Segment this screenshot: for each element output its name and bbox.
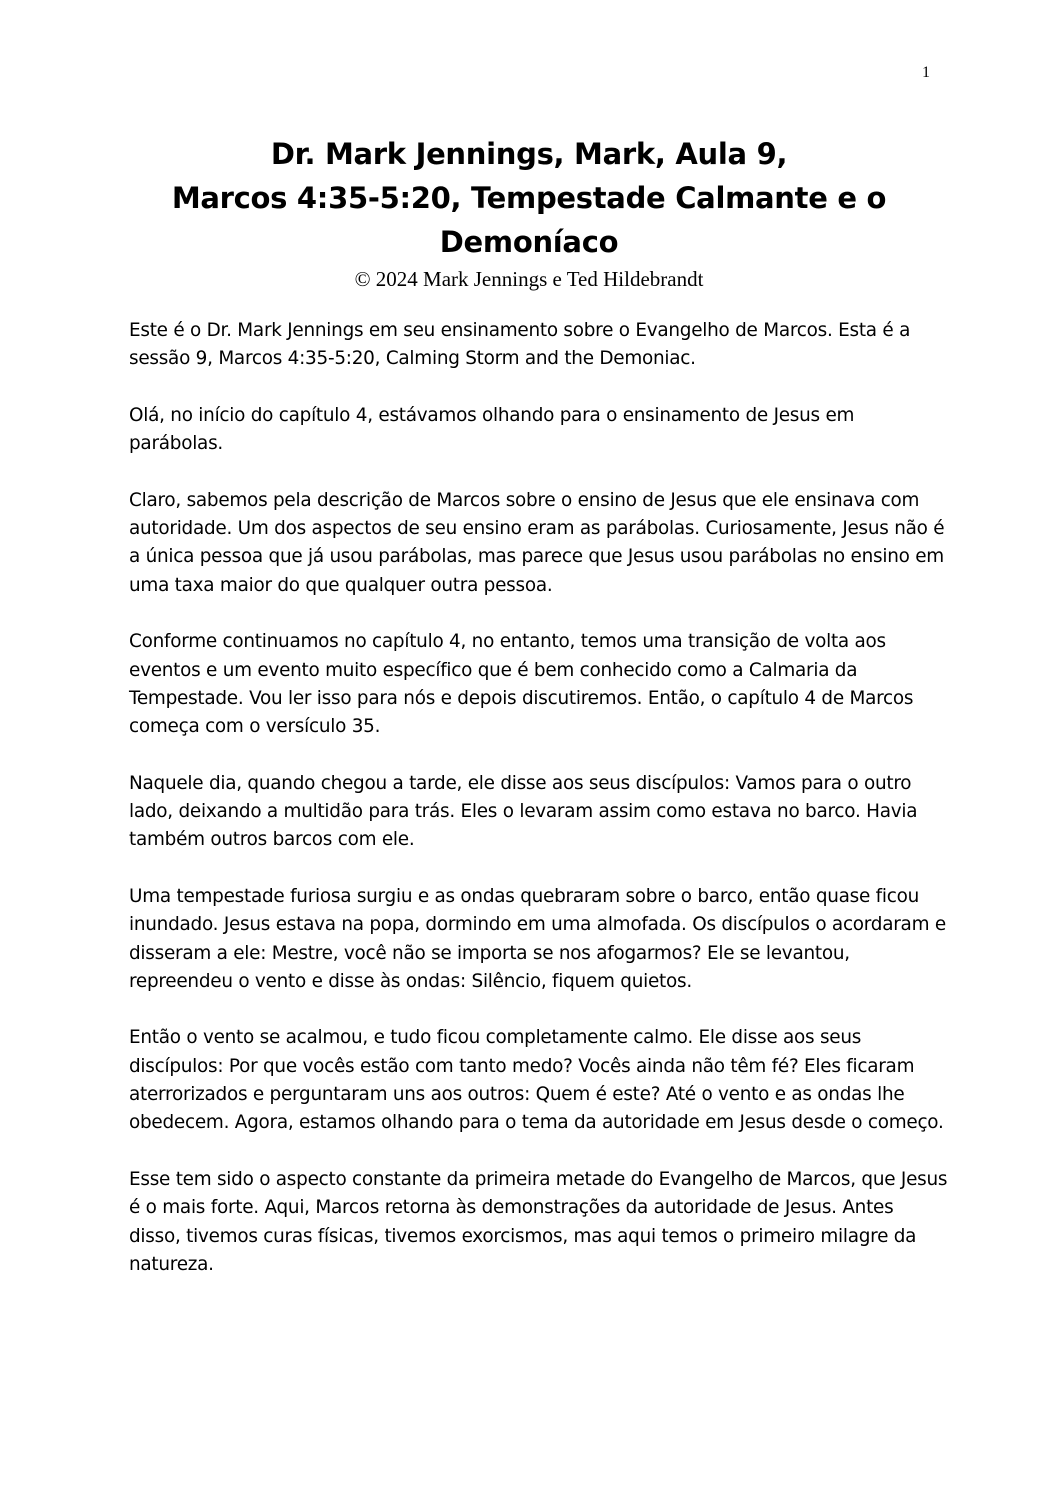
paragraph: Conforme continuamos no capítulo 4, no entanto, temos uma transição de volta aos eventos e um evento muito específico que é bem conhecido como a Calmaria da Tempestade. Vou ler isso para nós e depois discutiremos. Então, o capítulo 4 de Marcos começa com o versículo 35. [129,631,914,738]
document-title-line-1: Dr. Mark Jennings, Mark, Aula 9, [270,137,788,171]
paragraph: Olá, no início do capítulo 4, estávamos olhando para o ensinamento de Jesus em parábolas. [129,404,855,455]
paragraph: Este é o Dr. Mark Jennings em seu ensinamento sobre o Evangelho de Marcos. Esta é a sessão 9, Marcos 4:35-5:20, Calming Storm and the Demoniac. [129,320,911,370]
paragraph: Esse tem sido o aspecto constante da primeira metade do Evangelho de Marcos, que Jesus é o mais forte. Aqui, Marcos retorna às demonstrações da autoridade de Jesus. Antes disso, tivemos curas físicas, tivemos exorcismos, mas aqui temos o primeiro milagre da natureza. [129,1168,948,1275]
copyright-line: © 2024 Mark Jennings e Ted Hildebrandt [354,267,704,291]
document-title-line-2: Marcos 4:35-5:20, Tempestade Calmante e o [171,181,887,215]
page-number: 1 [922,64,930,81]
body-text [129,317,949,1307]
paragraph: Claro, sabemos pela descrição de Marcos sobre o ensino de Jesus que ele ensinava com autoridade. Um dos aspectos de seu ensino eram as parábolas. Curiosamente, Jesus não é a única pessoa que já usou parábolas, mas parece que Jesus usou parábolas no ensino em uma taxa maior do que qualquer outra pessoa. [129,489,945,596]
paragraph: Naquele dia, quando chegou a tarde, ele disse aos seus discípulos: Vamos para o outro lado, deixando a multidão para trás. Eles o levaram assim como estava no barco. Havia também outros barcos com ele. [129,772,918,851]
paragraph: Uma tempestade furiosa surgiu e as ondas quebraram sobre o barco, então quase ficou inundado. Jesus estava na popa, dormindo em uma almofada. Os discípulos o acordaram e disseram a ele: Mestre, você não se importa se nos afogarmos? Ele se levantou, repreendeu o vento e disse às ondas: Silêncio, fiquem quietos. [129,885,946,992]
title-block [0,132,1058,292]
paragraph: Então o vento se acalmou, e tudo ficou completamente calmo. Ele disse aos seus discípulos: Por que vocês estão com tanto medo? Vocês ainda não têm fé? Eles ficaram aterrorizados e perguntaram uns aos outros: Quem é este? Até o vento e as ondas lhe obedecem. Agora, estamos olhando para o tema da autoridade em Jesus desde o começo. [129,1027,944,1134]
document-title-line-3: Demoníaco [439,225,619,259]
